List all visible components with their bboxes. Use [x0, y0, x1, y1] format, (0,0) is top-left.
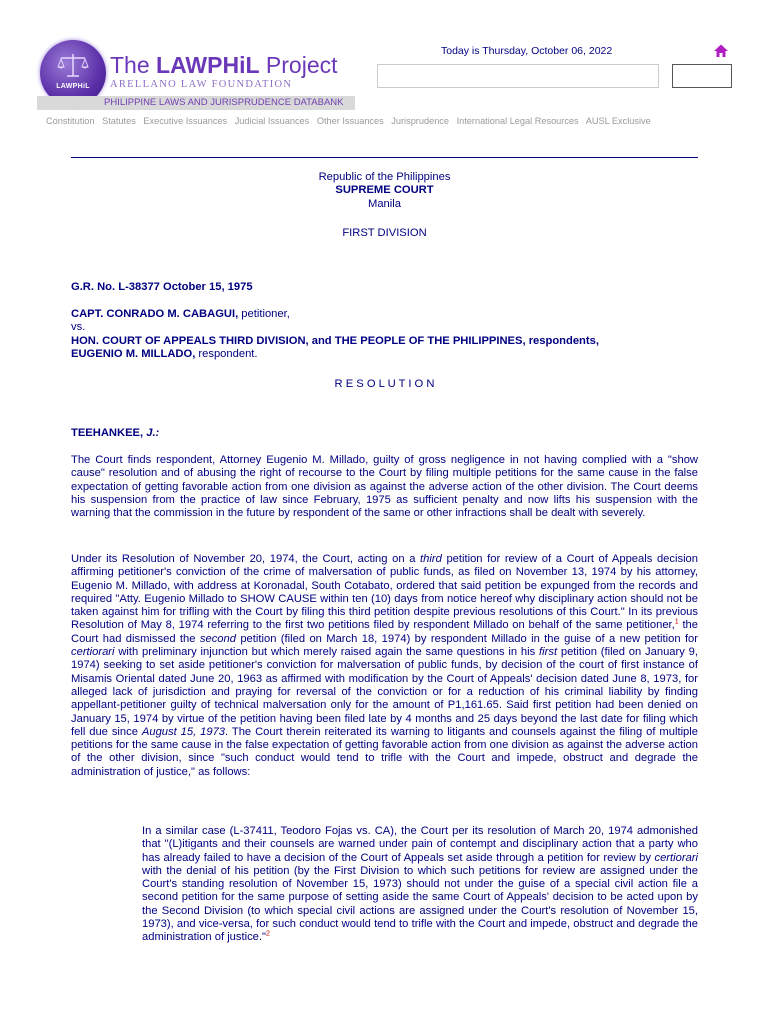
nav-statutes[interactable]: Statutes [102, 116, 136, 126]
republic-line: Republic of the Philippines [318, 171, 451, 183]
site-title[interactable] [110, 52, 338, 79]
today-date: Today is Thursday, October 06, 2022 [441, 45, 613, 57]
ponente-name: TEEHANKEE, [71, 427, 147, 439]
para2-text: petition (filed on January 9, 1974) seeking to set aside petitioner's conviction for malversation of public funds, by decision of the court of first instance of Misamis Oriental dated June 20, 1963 as affirmed with modification by the Court of Appeals' decision dated June 8, 1973, for alleged lack of jurisdiction and praying for reversal of the conviction or for a reduction of his criminal liability by finding appellant-petitioner guilty of technical malversation only for the amount of P1,161.65. Said first petition had been denied on January 15, 1974 by virtue of the petition having been filed late by 4 months and 25 days beyond the last date for filing which fell due since [71, 646, 698, 738]
title-brand: LAWPHiL [156, 52, 260, 78]
block-quote [142, 825, 698, 945]
court-line: SUPREME COURT [335, 184, 434, 197]
header-divider [71, 157, 698, 158]
nav-ausl-exclusive[interactable]: AUSL Exclusive [585, 116, 651, 126]
petitioner-name: CAPT. CONRADO M. CABAGUI, [71, 308, 239, 320]
para2-text: with preliminary injunction but which merely raised again the same questions in his [114, 646, 540, 659]
quote-em: certiorari [654, 851, 698, 864]
para2-text: Under its Resolution of November 20, 1974, the Court, acting on a [71, 553, 421, 565]
vs-line: vs. [71, 321, 86, 334]
para2-text: petition (filed on March 18, 1974) by respondent Millado in the guise of a new petition for [235, 632, 699, 645]
home-icon[interactable] [713, 43, 729, 59]
nav-executive-issuances[interactable]: Executive Issuances [143, 116, 228, 126]
footnote-link-1[interactable]: 1 [674, 618, 679, 626]
ponente [71, 427, 159, 440]
respondent-name: EUGENIO M. MILLADO, [71, 347, 196, 360]
division-line: FIRST DIVISION [342, 227, 427, 239]
nav-judicial-issuances[interactable]: Judicial Issuances [234, 116, 310, 126]
parties [71, 308, 698, 361]
resolution-heading: R E S O L U T I O N [334, 378, 435, 390]
foundation-name: ARELLANO LAW FOUNDATION [110, 79, 293, 90]
para2-em: August 15, 1973 [141, 725, 226, 738]
nav-international-legal-resources[interactable]: International Legal Resources [456, 116, 579, 126]
databank-banner [37, 96, 355, 110]
nav-other-issuances[interactable]: Other Issuances [316, 116, 384, 126]
city-line: Manila [368, 197, 401, 210]
quote-text: In a similar case (L-37411, Teodoro Fojas vs. CA), the Court per its resolution of March 20, 1974 admonished that "(L)itigants and their counsels are warned under pain of contempt and disciplinary action that a party who has already failed to have a decision of the Court of Appeals set aside through a petition for review by [142, 825, 698, 864]
paragraph-1: The Court finds respondent, Attorney Eugenio M. Millado, guilty of gross negligence in not having complied with a "show cause" resolution and of abusing the right of recourse to the Court by filing multiple petitions for the same cause in the false expectation of getting favorable action from one division as against the adverse action of the other division. The Court deems his suspension from the practice of law since February, 1975 as sufficient penalty and now lifts his suspension with the warning that the commission in the future by respondent of the same or other infractions shall be dealt with severely. [71, 454, 698, 520]
main-nav [46, 116, 656, 126]
court-heading [71, 171, 698, 211]
paragraph-2 [71, 553, 698, 779]
nav-constitution[interactable]: Constitution [46, 116, 95, 126]
petitioner-role: petitioner, [238, 308, 290, 320]
para2-em: certiorari [71, 646, 115, 659]
gr-number: G.R. No. L-38377 October 15, 1975 [71, 281, 253, 293]
para2-text: the Court had dismissed the [71, 619, 698, 645]
para2-em: second [199, 632, 236, 645]
title-suffix: Project [259, 52, 338, 78]
respondents-line: HON. COURT OF APPEALS THIRD DIVISION, and THE PEOPLE OF THE PHILIPPINES, respondents, [71, 334, 599, 347]
search-input[interactable] [377, 64, 659, 88]
ponente-title: J.: [146, 427, 160, 439]
footnote-link-2[interactable]: 2 [265, 930, 270, 938]
quote-text: with the denial of his petition (by the First Division to which such petitions for review are assigned under the Court's standing resolution of November 15, 1973) should not under the guise of a special civil action file a second petition for the same purpose of setting aside the same Court of Appeals' decision to be acted upon by the Second Division (to which special civil actions are assigned under the Court's resolution of November 15, 1973), and vice-versa, for such conduct would tend to trifle with the Court and impede, obstruct and degrade the administration of justice." [142, 864, 698, 944]
para2-em: third [420, 553, 442, 565]
para2-text: . The Court therein reiterated its warning to litigants and counsels against the filing of multiple petitions for the same cause in the false expectation of getting favorable action from one division as against the adverse action of the other division, since "such conduct would tend to trifle with the Court and impede, obstruct and degrade the administration of justice," as follows: [71, 725, 698, 778]
databank-label: PHILIPPINE LAWS AND JURISPRUDENCE DATABANK [104, 97, 344, 108]
petitioner-line [71, 308, 698, 321]
site-header [0, 0, 768, 140]
title-prefix: The [110, 52, 157, 78]
respondent-line [71, 348, 698, 361]
scales-of-justice-icon [56, 52, 90, 80]
respondent-role: respondent. [195, 347, 258, 360]
para2-text: petition for review of a Court of Appeals decision affirming petitioner's conviction of the crime of malversation of public funds, as filed on November 13, 1974 by his attorney, Eugenio M. Millado, with address at Koronadal, South Cotabato, ordered that said petition be expunged from the records and required "Atty. Eugenio Millado to SHOW CAUSE within ten (10) days from notice hereof why disciplinary action should not be taken against him for trifling with the Court by filing this third petition despite previous resolutions of this Court." In its previous Resolution of May 8, 1974 referring to the first two petitions filed by respondent Millado on behalf of the same petitioner, [71, 553, 698, 632]
para2-em: first [539, 646, 558, 659]
search-button[interactable] [672, 64, 732, 88]
logo-tag: LAWPHiL [56, 83, 90, 90]
nav-jurisprudence[interactable]: Jurisprudence [391, 116, 450, 126]
